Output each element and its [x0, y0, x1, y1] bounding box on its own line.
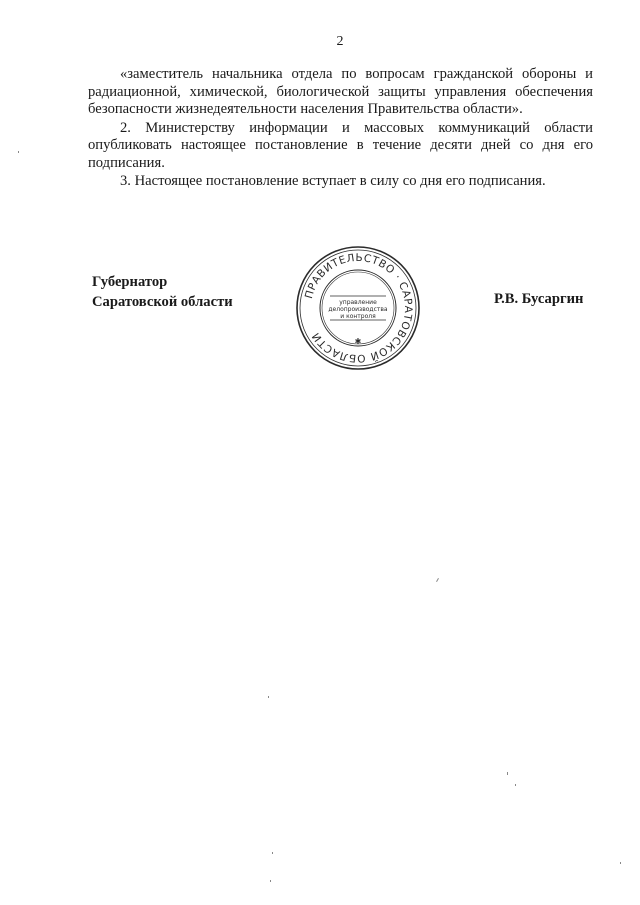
svg-text:ПРАВИТЕЛЬСТВО · САРАТОВСКОЙ ОБ: ПРАВИТЕЛЬСТВО · САРАТОВСКОЙ ОБЛАСТИ	[302, 251, 415, 365]
page-number: 2	[336, 34, 344, 49]
svg-text:делопроизводства: делопроизводства	[328, 306, 388, 313]
scan-speck	[18, 151, 19, 153]
signatory-title	[92, 272, 233, 312]
document-body	[88, 66, 593, 192]
official-seal-stamp	[294, 244, 422, 372]
svg-text:управление: управление	[339, 299, 377, 306]
scan-speck	[272, 852, 273, 854]
scan-speck	[268, 696, 269, 698]
signatory-title-line1: Губернатор	[92, 274, 168, 290]
paragraph-quote: «заместитель начальника отдела по вопросам гражданской обороны и радиационной, химической, биологической защиты управления обеспечения безопасности жизнедеятельности населения Правительства области».	[88, 66, 593, 117]
scan-speck	[436, 578, 439, 582]
svg-text:✱: ✱	[354, 337, 362, 346]
paragraph-2: 2. Министерству информации и массовых коммуникаций области опубликовать настоящее постановление в течение десяти дней со дня его подписания.	[88, 119, 593, 171]
paragraph-3: 3. Настоящее постановление вступает в силу со дня его подписания.	[120, 173, 546, 189]
signatory-name: Р.В. Бусаргин	[494, 291, 584, 307]
signatory-title-line2: Саратовской области	[92, 294, 233, 310]
scan-speck	[515, 784, 516, 786]
scan-speck	[507, 772, 508, 775]
svg-text:и контроля: и контроля	[340, 313, 376, 320]
scan-speck	[620, 862, 621, 864]
scan-speck	[270, 880, 271, 882]
